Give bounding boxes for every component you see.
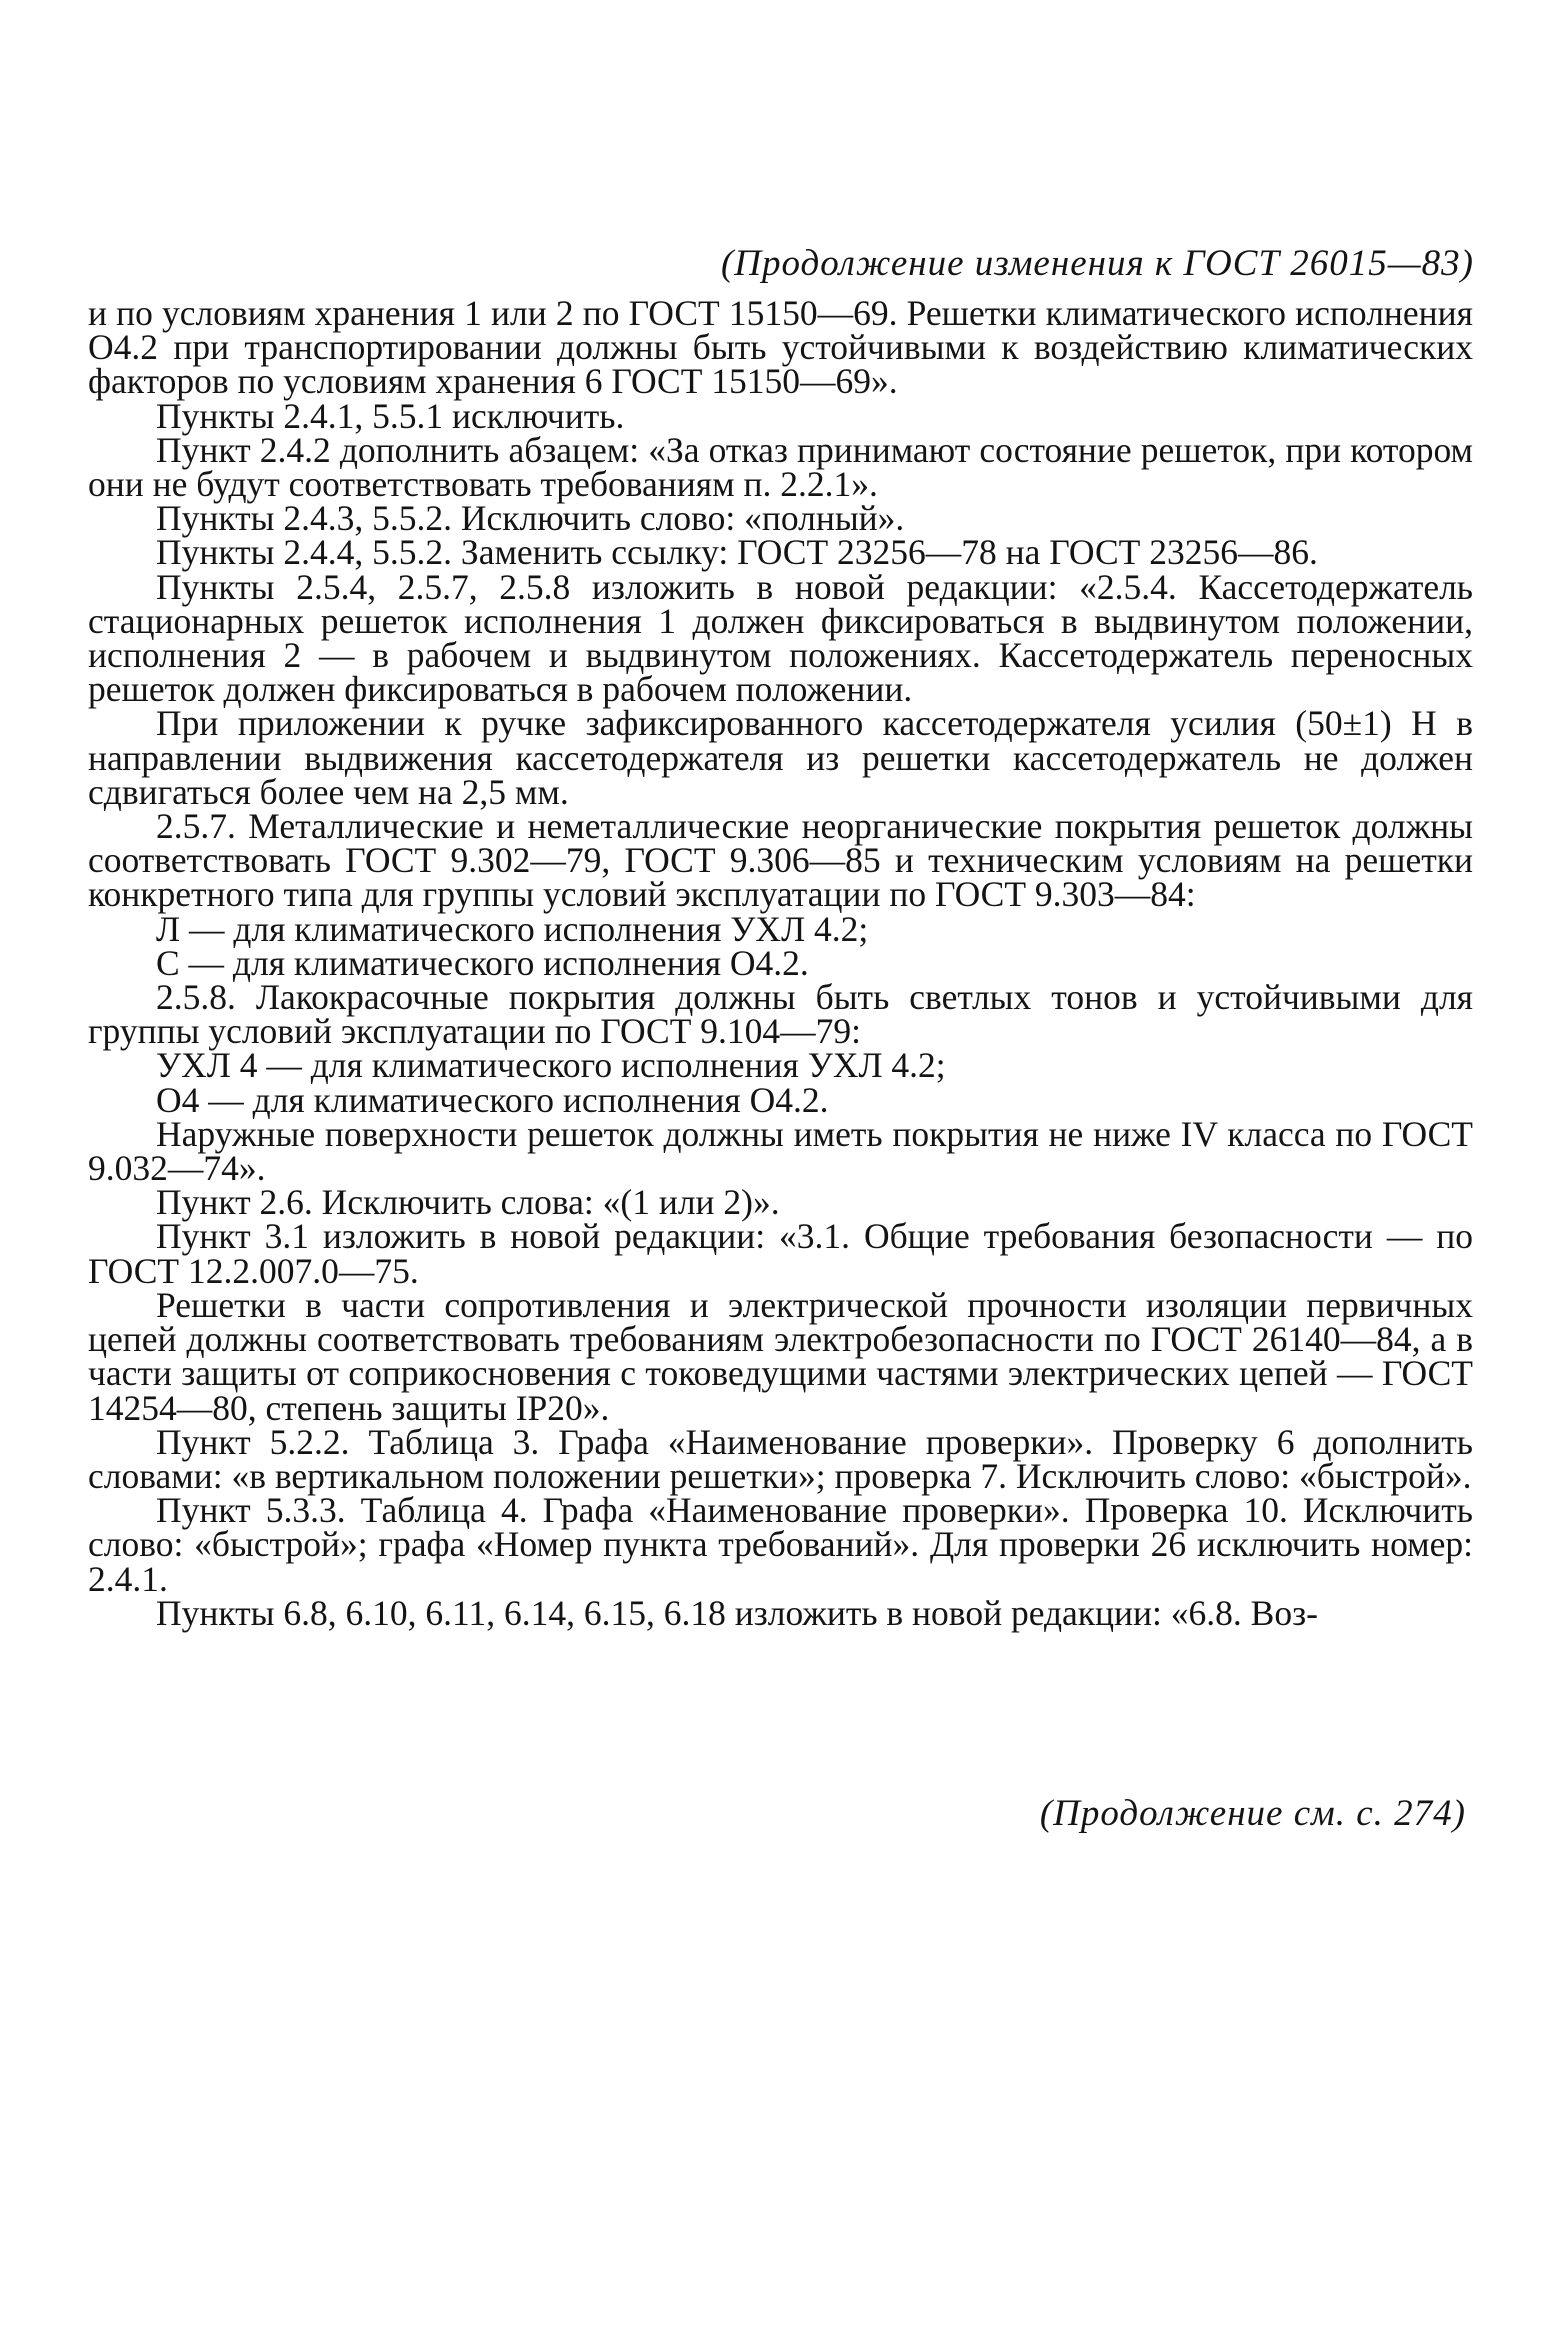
paragraph: Л — для климатического исполнения УХЛ 4.2; (156, 908, 869, 949)
paragraph: Пункт 2.4.2 дополнить абзацем: «За отказ принимают состояние решеток, при котором они не будут соответствовать требованиям п. 2.2.1». (88, 429, 1473, 505)
continuation-header: (Продолжение изменения к ГОСТ 26015—83) (720, 243, 1474, 284)
paragraph: Пункты 6.8, 6.10, 6.11, 6.14, 6.15, 6.18 изложить в новой редакции: «6.8. Воз- (156, 1592, 1318, 1633)
continuation-footer: (Продолжение см. с. 274) (1039, 1793, 1466, 1834)
paragraph: УХЛ 4 — для климатического исполнения УХЛ 4.2; (156, 1045, 946, 1086)
paragraph: С — для климатического исполнения О4.2. (156, 942, 809, 983)
paragraph: Пункт 2.6. Исключить слова: «(1 или 2)». (156, 1182, 780, 1223)
paragraph: Наружные поверхности решеток должны иметь покрытия не ниже IV класса по ГОСТ 9.032—74». (88, 1113, 1473, 1189)
paragraph: 2.5.8. Лакокрасочные покрытия должны быть светлых тонов и устойчивыми для группы условий эксплуатации по ГОСТ 9.104—79: (88, 977, 1473, 1052)
paragraph: Пункт 3.1 изложить в новой редакции: «3.1. Общие требования безопасности — по ГОСТ 12.2.007.0—75. (88, 1216, 1473, 1291)
paragraph: 2.5.7. Металлические и неметаллические неорганические покрытия решеток должны соответствовать ГОСТ 9.302—79, ГОСТ 9.306—85 и техническим условиям на решетки конкретного типа для группы условий эксплуатации по ГОСТ 9.303—84: (88, 806, 1473, 915)
paragraph: Пункты 2.4.3, 5.5.2. Исключить слово: «полный». (156, 498, 905, 539)
paragraph: и по условиям хранения 1 или 2 по ГОСТ 15150—69. Решетки климатического исполнения О4.2 при транспортировании должны быть устойчивыми к воздействию климатических факторов по условиям хранения 6 ГОСТ 15150—69». (88, 293, 1473, 402)
paragraph: Решетки в части сопротивления и электрической прочности изоляции первичных цепей должны соответствовать требованиям электробезопасности по ГОСТ 26140—84, а в части защиты от соприкосновения с токоведущими частями электрических цепей — ГОСТ 14254—80, степень защиты IP20». (88, 1284, 1473, 1428)
paragraph: О4 — для климатического исполнения О4.2. (156, 1079, 829, 1120)
paragraph: При приложении к ручке зафиксированного кассетодержателя усилия (50±1) Н в направлении выдвижения кассетодержателя из решетки кассетодержатель не должен сдвигаться более чем на 2,5 мм. (88, 703, 1473, 812)
paragraph: Пункт 5.3.3. Таблица 4. Графа «Наименование проверки». Проверка 10. Исключить слово: «быстрой»; графа «Номер пункта требований». Для проверки 26 исключить номер: 2.4.1. (88, 1490, 1473, 1599)
paragraph: Пункты 2.4.4, 5.5.2. Заменить ссылку: ГОСТ 23256—78 на ГОСТ 23256—86. (156, 532, 1318, 573)
document-body (88, 293, 1473, 1633)
paragraph: Пункты 2.4.1, 5.5.1 исключить. (156, 395, 625, 436)
paragraph: Пункты 2.5.4, 2.5.7, 2.5.8 изложить в новой редакции: «2.5.4. Кассетодержатель стационарных решеток исполнения 1 должен фиксироваться в выдвинутом положении, исполнения 2 — в рабочем и выдвинутом положениях. Кассетодержатель переносных решеток должен фиксироваться в рабочем положении. (88, 566, 1473, 710)
paragraph: Пункт 5.2.2. Таблица 3. Графа «Наименование проверки». Проверку 6 дополнить словами: «в вертикальном положении решетки»; проверка 7. Исключить слово: «быстрой». (88, 1421, 1473, 1496)
